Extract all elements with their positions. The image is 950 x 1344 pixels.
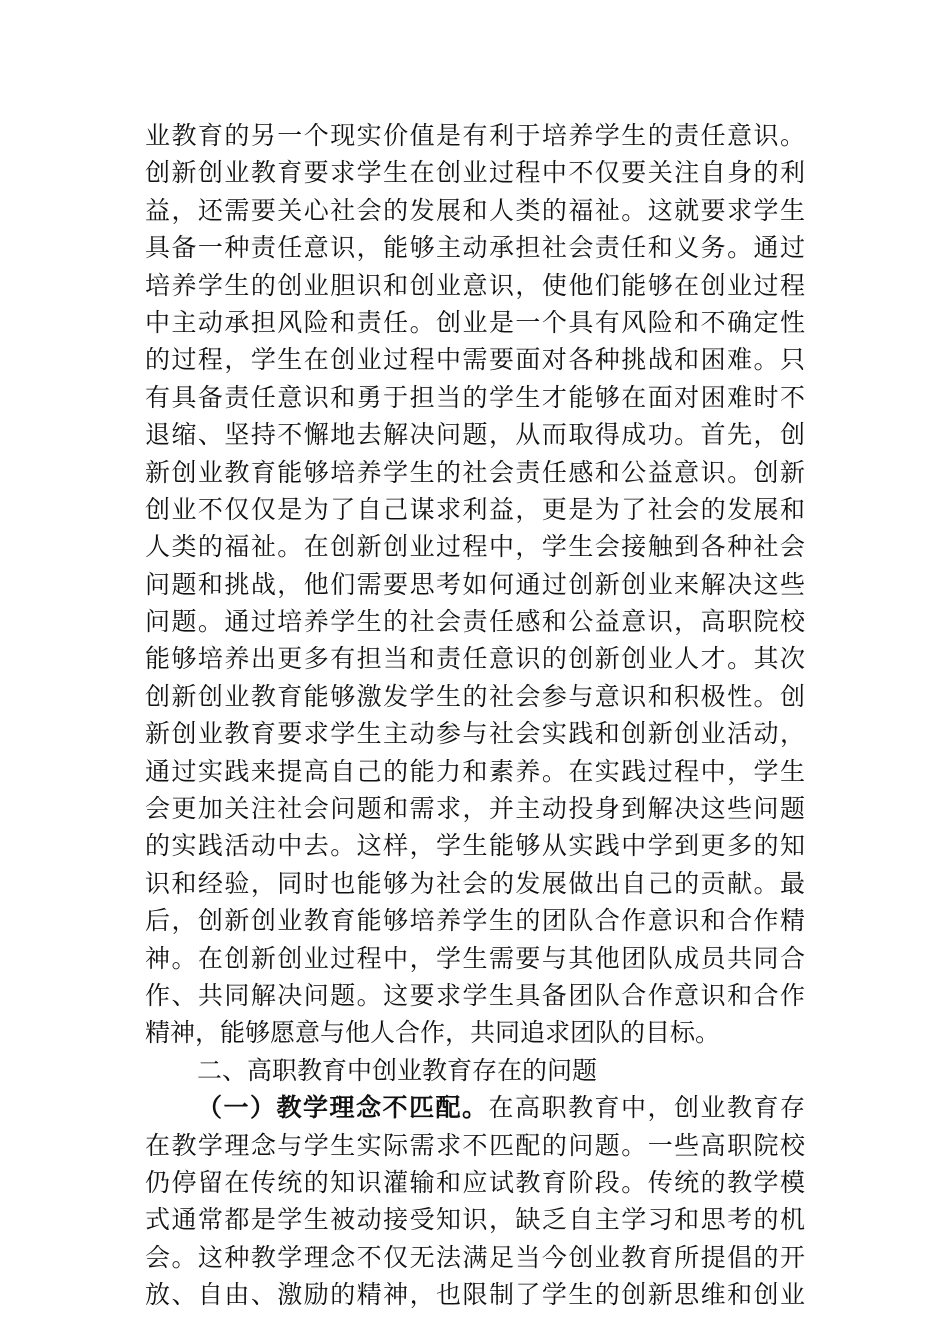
- text-line: 的实践活动中去。这样，学生能够从实践中学到更多的知: [145, 831, 805, 861]
- text-line: 培养学生的创业胆识和创业意识，使他们能够在创业过程: [145, 270, 805, 300]
- body-text: [145, 117, 805, 1314]
- text-line: 具备一种责任意识，能够主动承担社会责任和义务。通过: [145, 233, 805, 263]
- text-line: 退缩、坚持不懈地去解决问题，从而取得成功。首先，创: [145, 420, 805, 450]
- text-line: 精神，能够愿意与他人合作，共同追求团队的目标。: [145, 1018, 721, 1048]
- text-run: 在高职教育中，创业教育存: [488, 1093, 805, 1123]
- text-line: 益，还需要关心社会的发展和人类的福祉。这就要求学生: [145, 195, 805, 225]
- text-line: 会更加关注社会问题和需求，并主动投身到解决这些问题: [145, 794, 805, 824]
- text-line: 通过实践来提高自己的能力和素养。在实践过程中，学生: [145, 756, 805, 786]
- text-line: 创业不仅仅是为了自己谋求利益，更是为了社会的发展和: [145, 494, 805, 524]
- text-line: 创新创业教育能够激发学生的社会参与意识和积极性。创: [145, 681, 805, 711]
- text-line: 人类的福祉。在创新创业过程中，学生会接触到各种社会: [145, 532, 805, 562]
- text-line: 式通常都是学生被动接受知识，缺乏自主学习和思考的机: [145, 1205, 805, 1235]
- text-line: 作、共同解决问题。这要求学生具备团队合作意识和合作: [145, 980, 805, 1010]
- text-line: 能够培养出更多有担当和责任意识的创新创业人才。其次: [145, 644, 805, 674]
- text-line: 的过程，学生在创业过程中需要面对各种挑战和困难。只: [145, 345, 805, 375]
- paragraph-teaching-concept: [145, 1089, 805, 1313]
- text-line: 有具备责任意识和勇于担当的学生才能够在面对困难时不: [145, 382, 805, 412]
- text-line: 后，创新创业教育能够培养学生的团队合作意识和合作精: [145, 906, 805, 936]
- text-line: 仍停留在传统的知识灌输和应试教育阶段。传统的教学模: [145, 1167, 805, 1197]
- text-line: 创新创业教育要求学生在创业过程中不仅要关注自身的利: [145, 158, 805, 188]
- text-line: 神。在创新创业过程中，学生需要与其他团队成员共同合: [145, 943, 805, 973]
- section-heading: 二、高职教育中创业教育存在的问题: [197, 1055, 598, 1085]
- text-line: 中主动承担风险和责任。创业是一个具有风险和不确定性: [145, 307, 805, 337]
- paragraph-responsibility: [145, 117, 805, 1052]
- text-line: 识和经验，同时也能够为社会的发展做出自己的贡献。最: [145, 868, 805, 898]
- text-line: 业教育的另一个现实价值是有利于培养学生的责任意识。: [145, 121, 805, 150]
- text-line: 问题。通过培养学生的社会责任感和公益意识，高职院校: [145, 607, 805, 637]
- subsection-heading: （一）教学理念不匹配。: [197, 1093, 489, 1123]
- text-line: 放、自由、激励的精神，也限制了学生的创新思维和创业: [145, 1280, 805, 1310]
- text-line: 问题和挑战，他们需要思考如何通过创新创业来解决这些: [145, 569, 805, 599]
- text-line: 在教学理念与学生实际需求不匹配的问题。一些高职院校: [145, 1130, 805, 1160]
- text-line: 新创业教育要求学生主动参与社会实践和创新创业活动，: [145, 719, 805, 749]
- text-line: 新创业教育能够培养学生的社会责任感和公益意识。创新: [145, 457, 805, 487]
- text-line-first: [145, 1089, 805, 1126]
- text-line: 会。这种教学理念不仅无法满足当今创业教育所提倡的开: [145, 1242, 805, 1272]
